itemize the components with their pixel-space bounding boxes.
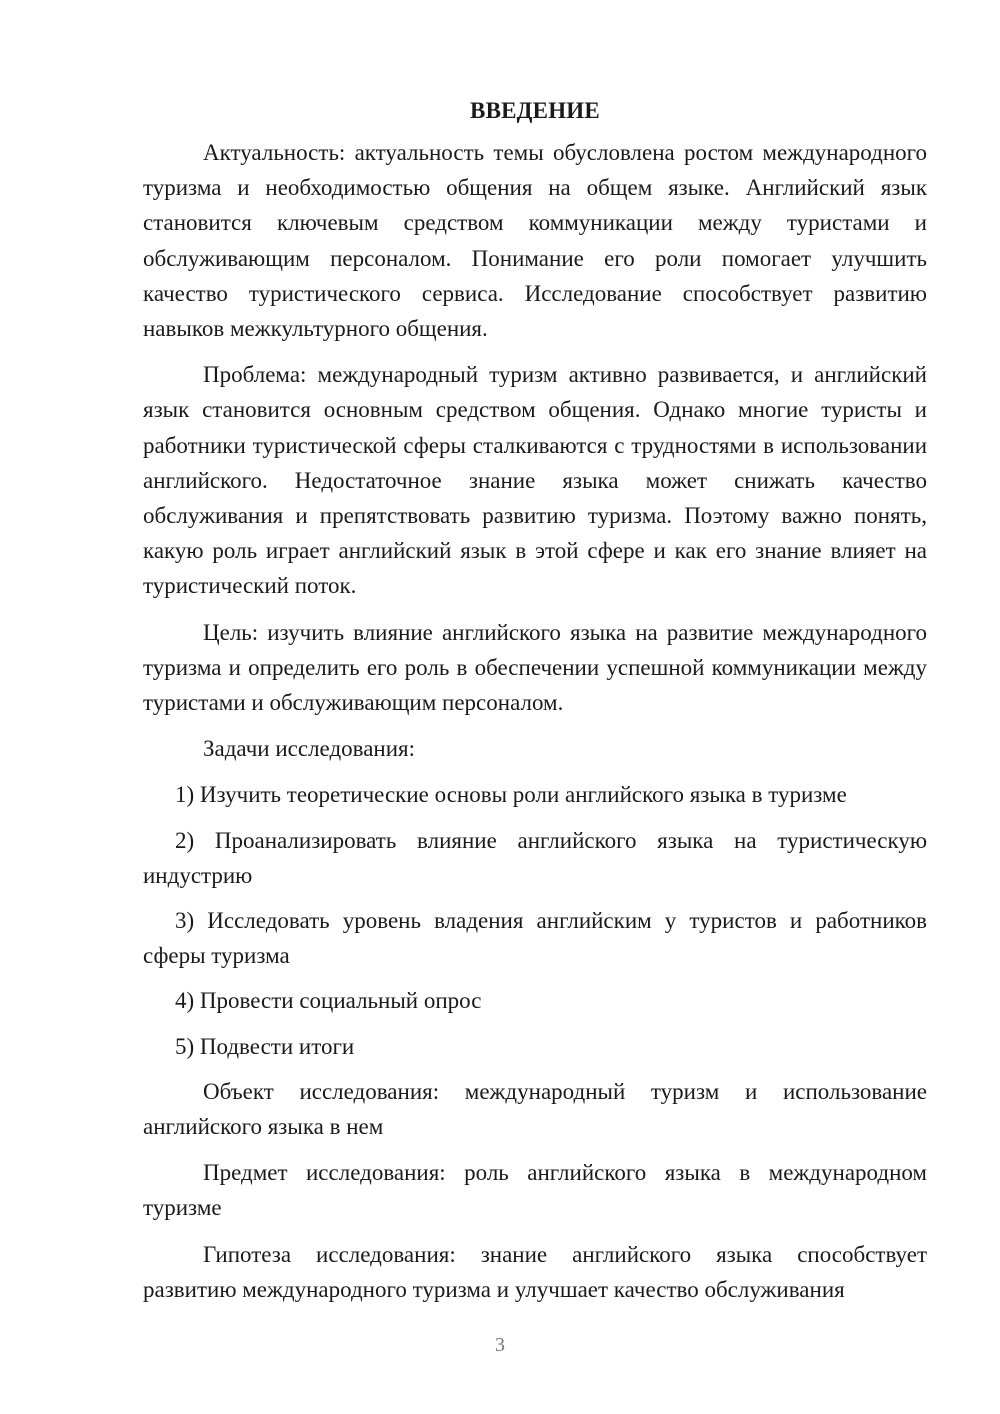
relevance-paragraph: Актуальность: актуальность темы обусловлена ростом международного туризма и необходимостью общения на общем языке. Английский язык становится ключевым средством коммуникации между туристами и обслуживающим персоналом. Понимание его роли помогает улучшить качество туристического сервиса. Исследование способствует развитию навыков межкультурного общения. bbox=[143, 140, 927, 342]
problem-paragraph: Проблема: международный туризм активно развивается, и английский язык становится основным средством общения. Однако многие туристы и работники туристической сферы сталкиваются с трудностями в использовании английского. Недостаточное знание языка может снижать качество обслуживания и препятствовать развитию туризма. Поэтому важно понять, какую роль играет английский язык в этой сфере и как его знание влияет на туристический поток. bbox=[143, 362, 927, 599]
goal-paragraph: Цель: изучить влияние английского языка на развитие международного туризма и определить его роль в обеспечении успешной коммуникации между туристами и обслуживающим персоналом. bbox=[143, 619, 927, 716]
page-title: ВВЕДЕНИЕ bbox=[470, 98, 600, 123]
subject-paragraph: Предмет исследования: роль английского языка в международном туризме bbox=[143, 1160, 927, 1221]
page-content bbox=[143, 94, 927, 1318]
task-item-2: 2) Проанализировать влияние английского языка на туристическую индустрию bbox=[143, 827, 927, 888]
hypothesis-paragraph: Гипотеза исследования: знание английского языка способствует развитию международного туризма и улучшает качество обслуживания bbox=[143, 1241, 927, 1302]
task-item-5: 5) Подвести итоги bbox=[175, 1033, 355, 1059]
task-item-3: 3) Исследовать уровень владения английским у туристов и работников сферы туризма bbox=[143, 908, 927, 969]
tasks-heading: Задачи исследования: bbox=[203, 736, 416, 762]
object-paragraph: Объект исследования: международный туризм и использование английского языка в нем bbox=[143, 1078, 927, 1140]
page-number: 3 bbox=[495, 1334, 505, 1356]
task-item-4: 4) Провести социальный опрос bbox=[175, 988, 482, 1014]
task-item-1: 1) Изучить теоретические основы роли английского языка в туризме bbox=[175, 782, 847, 808]
